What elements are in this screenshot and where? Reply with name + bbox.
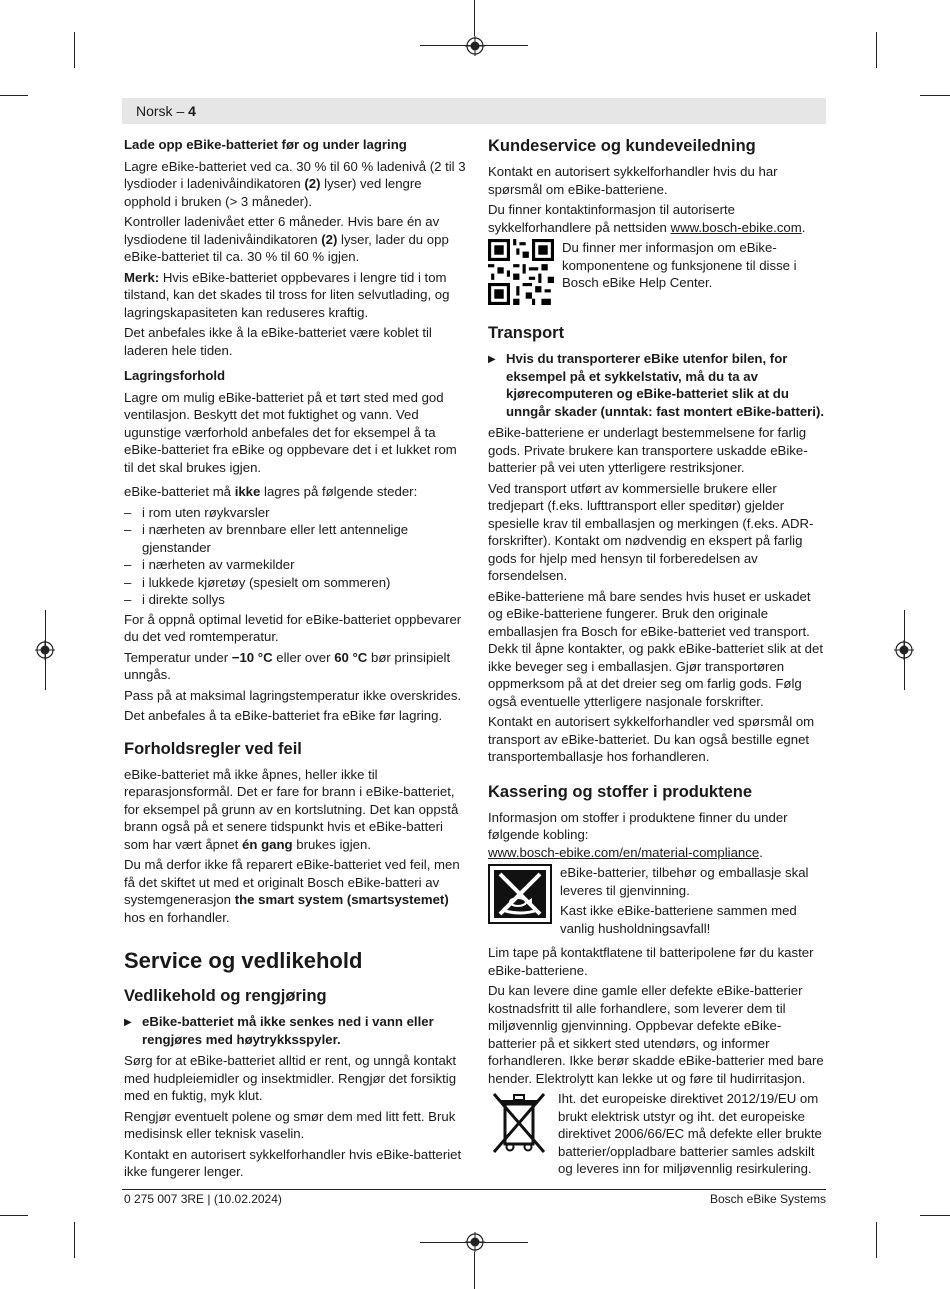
- paragraph: Lim tape på kontaktflatene til batteripolene før du kaster eBike-batteriene.: [488, 945, 814, 978]
- footer-rule: [122, 1189, 826, 1190]
- section-heading: Forholdsregler ved feil: [124, 739, 302, 758]
- crop-mark: [474, 1252, 475, 1289]
- registration-mark-icon: [465, 1232, 485, 1252]
- recycling-info: [488, 864, 828, 940]
- recycling-text: [560, 864, 828, 940]
- paragraph: Kontroller ladenivået etter 6 måneder. Hvis bare én av lysdiodene til ladenivåindikatoren (2) lyser, lader du opp eBike-batteriet til ca. 30 % til 60 % igjen.: [124, 214, 449, 264]
- triangle-bullet-icon: ▶: [488, 354, 496, 365]
- list-item: – i rom uten røykvarsler: [124, 504, 466, 522]
- paragraph: eBike-batteriene er underlagt bestemmelsene for farlig gods. Private brukere kan transportere uskadde eBike-batterier på vei uten ytterligere restriksjoner.: [488, 425, 808, 475]
- note-paragraph: Merk: Hvis eBike-batteriet oppbevares i lengre tid i tom tilstand, kan det skades til tross for liten selvutlading, og lagringskapasiteten kan reduseres kraftig.: [124, 269, 450, 320]
- paragraph: Du kan levere dine gamle eller defekte eBike-batterier kostnadsfritt til alle forhandlere, som leverer dem til miljøvennlig gjenvinning. Oppbevar defekte eBike-batterier på et sikkert sted utendørs, og informer forhandleren. Ikke berør skadde eBike-batterier med bare hender. Elektrolytt kan lekke ut og føre til hudirritasjon.: [488, 983, 824, 1086]
- crop-mark: [0, 95, 28, 96]
- paragraph: Det anbefales ikke å la eBike-batteriet være koblet til laderen hele tiden.: [124, 325, 432, 358]
- qr-code-icon[interactable]: [488, 239, 554, 305]
- paragraph: Kontakt en autorisert sykkelforhandler hvis eBike-batteriet ikke fungerer lenger.: [124, 1146, 462, 1179]
- no-household-waste-icon: [488, 864, 552, 924]
- crop-mark: [74, 1222, 75, 1258]
- crop-mark: [920, 1215, 950, 1216]
- chapter-heading: Service og vedlikehold: [124, 948, 363, 973]
- paragraph: Lagre eBike-batteriet ved ca. 30 % til 60 % ladenivå (2 til 3 lysdioder i ladenivåindikatoren (2) lyser) ved lengre opphold i bruken (> 3 måneder).: [124, 158, 466, 209]
- crop-mark: [920, 95, 950, 96]
- triangle-bullet-icon: ▶: [124, 1017, 132, 1028]
- crop-mark: [74, 32, 75, 68]
- right-column: [488, 136, 828, 1182]
- section-heading: Lagringsforhold: [124, 368, 226, 383]
- qr-info: [488, 239, 828, 305]
- section-heading: Kassering og stoffer i produktene: [488, 782, 753, 801]
- section-heading: Transport: [488, 324, 565, 342]
- paragraph: Det anbefales å ta eBike-batteriet fra eBike før lagring.: [124, 708, 443, 723]
- paragraph: Lagre om mulig eBike-batteriet på et tørt sted med god ventilasjon. Beskytt det mot fuktighet og vann. Ved ugunstige værforhold anbefales det for eksempel å ta eBike-batteriet fra eBike og oppbevare det i et lukket rom til det skal brukes igjen.: [124, 389, 457, 475]
- paragraph: eBike-batteriene må bare sendes hvis huset er uskadet og eBike-batteriene fungerer. Bruk den originale emballasjen fra Bosch for eBike-batteriet ved transport. Dekk til åpne kontakter, og pakk eBike-batteriet slik at det ikke beveger seg i emballasjen. Gjør transportøren oppmerksom på at det dreier seg om farlig gods. Følg også eventuelle ytterligere nasjonale forskrifter.: [488, 588, 823, 709]
- paragraph: For å oppnå optimal levetid for eBike-batteriet oppbevarer du det ved romtemperatur.: [124, 611, 462, 644]
- registration-mark-icon: [465, 36, 485, 56]
- paragraph: Du finner kontaktinformasjon til autoriserte sykkelforhandlere på nettsiden www.bosch-ebike.com.: [488, 202, 806, 235]
- section-heading: Kundeservice og kundeveiledning: [488, 137, 756, 155]
- warning-item: [488, 350, 828, 420]
- paragraph: Kontakt en autorisert sykkelforhandler hvis du har spørsmål om eBike-batteriene.: [488, 164, 778, 197]
- page-header: [136, 103, 196, 119]
- section-heading: Lade opp eBike-batteriet før og under lagring: [124, 137, 407, 152]
- storage-location-list: [124, 504, 466, 609]
- paragraph: Rengjør eventuelt polene og smør dem med litt fett. Bruk medisinsk eller teknisk vaselin.: [124, 1108, 456, 1141]
- weee-info: [488, 1090, 828, 1178]
- paragraph: Du må derfor ikke få reparert eBike-batteriet ved feil, men få det skiftet ut med et originalt Bosch eBike-batteri av systemgenerasjon the smart system (smartsystemet) hos en forhandler.: [124, 857, 460, 925]
- warning-item: [124, 1013, 466, 1048]
- paragraph: Temperatur under −10 °C eller over 60 °C bør prinsipielt unngås.: [124, 649, 451, 682]
- paragraph: eBike-batteriet må ikke åpnes, heller ikke til reparasjonsformål. Det er fare for brann i eBike-batteriet, for eksempel på grunn av en kortslutning. Det kan oppstå brann også på et senere tidspunkt hvis et eBike-batteri som har vært åpnet én gang brukes igjen.: [124, 766, 459, 852]
- material-compliance-link[interactable]: www.bosch-ebike.com/en/material-compliance: [488, 844, 760, 860]
- paragraph: eBike-batteriet må ikke lagres på følgende steder:: [124, 484, 418, 499]
- list-item: – i direkte sollys: [124, 591, 466, 609]
- crop-mark: [876, 32, 877, 68]
- page-number: 4: [188, 103, 196, 119]
- registration-mark-icon: [894, 640, 914, 660]
- crop-mark: [474, 0, 475, 36]
- list-item: – i lukkede kjøretøy (spesielt om sommeren): [124, 574, 466, 592]
- header-language: Norsk –: [136, 103, 189, 119]
- section-heading: Vedlikehold og rengjøring: [124, 987, 327, 1005]
- list-item: – i nærheten av varmekilder: [124, 556, 466, 574]
- left-column: [124, 136, 466, 1184]
- weee-description: Iht. det europeiske direktivet 2012/19/EU om brukt elektrisk utstyr og iht. det europeiske direktivet 2006/66/EC må defekte eller brukte batterier/oppladbare batterier samles adskilt og leveres inn for miljøvennlig resirkulering.: [558, 1091, 822, 1176]
- paragraph: Kast ikke eBike-batteriene sammen med vanlig husholdningsavfall!: [560, 903, 797, 936]
- bosch-ebike-link[interactable]: www.bosch-ebike.com: [670, 219, 802, 235]
- paragraph: Informasjon om stoffer i produktene finner du under følgende kobling: www.bosch-ebike.com/en/material-compliance.: [488, 809, 788, 860]
- paragraph: Kontakt en autorisert sykkelforhandler ved spørsmål om transport av eBike-batteriet. Du kan også bestille egnet transportemballasje hos forhandleren.: [488, 714, 815, 764]
- page-header-bar: [122, 98, 826, 124]
- paragraph: Sørg for at eBike-batteriet alltid er rent, og unngå kontakt med hudpleiemidler og insektmidler. Rengjør det forsiktig med en fuktig, myk klut.: [124, 1053, 457, 1103]
- crossed-out-bin-icon: [488, 1090, 550, 1156]
- crop-mark: [876, 1222, 877, 1258]
- paragraph: Pass på at maksimal lagringstemperatur ikke overskrides.: [124, 687, 462, 703]
- warning-text: Hvis du transporterer eBike utenfor bilen, for eksempel på et sykkelstativ, må du ta av kjørecomputeren og eBike-batteriet slik at du unngår skader (unntak: fast montert eBike-batteri).: [506, 351, 825, 419]
- document-number: 0 275 007 3RE | (10.02.2024): [124, 1192, 282, 1206]
- paragraph: Ved transport utført av kommersielle brukere eller tredjepart (f.eks. lufttransport eller speditør) gjelder spesielle krav til emballasjen og merkingen (f.eks. ADR-forskrifter). Kontakt om nødvendig en ekspert på farlig gods for hjelp med hensyn til forberedelsen av forsendelsen.: [488, 480, 814, 583]
- qr-description: Du finner mer informasjon om eBike-komponentene og funksjonene til disse i Bosch eBike Help Center.: [562, 240, 797, 290]
- paragraph: eBike-batterier, tilbehør og emballasje skal leveres til gjenvinning.: [560, 865, 809, 898]
- warning-text: eBike-batteriet må ikke senkes ned i vann eller rengjøres med høytrykksspyler.: [142, 1014, 434, 1047]
- list-item: – i nærheten av brennbare eller lett antennelige gjenstander: [124, 521, 466, 556]
- publisher: Bosch eBike Systems: [709, 1192, 826, 1206]
- registration-mark-icon: [35, 640, 55, 660]
- crop-mark: [0, 1215, 28, 1216]
